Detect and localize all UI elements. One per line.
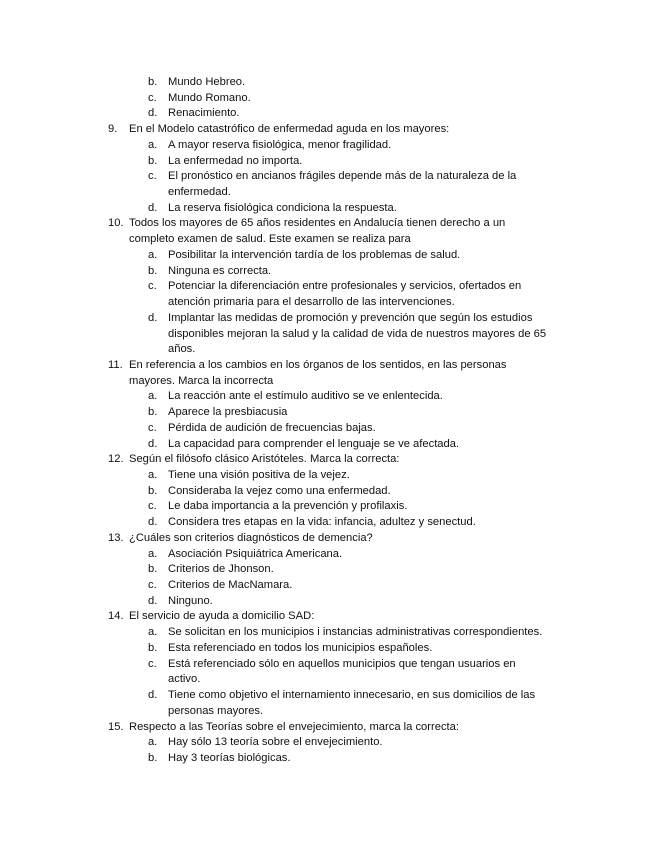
option-text: La reserva fisiológica condiciona la respuesta. bbox=[168, 201, 397, 214]
option-letter: c. bbox=[148, 500, 157, 513]
option-text: Hay 3 teorías biológicas. bbox=[168, 751, 291, 764]
option-text: A mayor reserva fisiológica, menor fragilidad. bbox=[168, 138, 392, 151]
question-number: 13. bbox=[108, 531, 124, 544]
option-letter: d. bbox=[148, 689, 158, 702]
option-text: Considera tres etapas en la vida: infancia, adultez y senectud. bbox=[168, 516, 476, 529]
option-letter: c. bbox=[148, 170, 157, 183]
option-item bbox=[0, 76, 655, 92]
option-letter: c. bbox=[148, 579, 157, 592]
option-letter: a. bbox=[148, 469, 158, 481]
question-text: Según el filósofo clásico Aristóteles. Marca la correcta: bbox=[129, 453, 400, 466]
option-text: Pérdida de audición de frecuencias bajas. bbox=[168, 421, 376, 434]
option-item bbox=[0, 736, 655, 752]
question-item bbox=[0, 359, 655, 375]
option-text: La reacción ante el estímulo auditivo se ve enlentecida. bbox=[168, 390, 443, 403]
option-letter: d. bbox=[148, 311, 158, 324]
option-letter: b. bbox=[148, 751, 158, 764]
option-item bbox=[0, 485, 655, 501]
question-text: Todos los mayores de 65 años residentes en Andalucía tienen derecho a un bbox=[129, 217, 506, 230]
option-letter: d. bbox=[148, 201, 158, 214]
option-letter: b. bbox=[148, 641, 158, 654]
question-text: El servicio de ayuda a domicilio SAD: bbox=[129, 610, 315, 623]
option-text: Aparece la presbiacusia bbox=[168, 406, 288, 419]
option-text-continuation bbox=[0, 328, 655, 344]
option-text: personas mayores. bbox=[168, 704, 264, 717]
option-text: La capacidad para comprender el lenguaje se ve afectada. bbox=[168, 437, 460, 450]
option-text: Mundo Hebreo. bbox=[168, 76, 246, 88]
option-text: disponibles mejoran la salud y la calidad de vida de nuestros mayores de 65 bbox=[168, 327, 547, 340]
question-text: Respecto a las Teorías sobre el envejecimiento, marca la correcta: bbox=[129, 720, 459, 733]
option-text: Criterios de MacNamara. bbox=[168, 579, 293, 592]
question-text: mayores. Marca la incorrecta bbox=[129, 374, 274, 387]
question-text-continuation bbox=[0, 375, 655, 391]
option-letter: d. bbox=[148, 437, 158, 450]
option-item bbox=[0, 563, 655, 579]
option-text: Mundo Romano. bbox=[168, 91, 251, 104]
question-item bbox=[0, 721, 655, 737]
option-text: Está referenciado sólo en aquellos municipios que tengan usuarios en bbox=[168, 657, 516, 670]
option-text-continuation bbox=[0, 673, 655, 689]
option-letter: d. bbox=[148, 516, 158, 529]
question-number: 14. bbox=[108, 610, 124, 623]
question-text: En el Modelo catastrófico de enfermedad aguda en los mayores: bbox=[129, 123, 450, 136]
option-item bbox=[0, 752, 655, 768]
option-text: La enfermedad no importa. bbox=[168, 154, 303, 167]
option-letter: d. bbox=[148, 594, 158, 607]
option-letter: b. bbox=[148, 154, 158, 167]
option-item bbox=[0, 312, 655, 328]
option-item bbox=[0, 626, 655, 642]
option-item bbox=[0, 155, 655, 171]
option-item bbox=[0, 500, 655, 516]
option-item bbox=[0, 170, 655, 186]
option-text: Renacimiento. bbox=[168, 107, 240, 120]
option-letter: b. bbox=[148, 76, 158, 88]
option-text-continuation bbox=[0, 296, 655, 312]
question-item bbox=[0, 217, 655, 233]
option-item bbox=[0, 202, 655, 218]
option-letter: b. bbox=[148, 484, 158, 497]
option-letter: a. bbox=[148, 138, 158, 151]
question-number: 12. bbox=[108, 453, 124, 466]
option-letter: b. bbox=[148, 264, 158, 277]
question-item bbox=[0, 610, 655, 626]
option-item bbox=[0, 595, 655, 611]
option-letter: a. bbox=[148, 390, 158, 403]
option-letter: c. bbox=[148, 91, 157, 104]
question-text: En referencia a los cambios en los órganos de los sentidos, en las personas bbox=[129, 358, 507, 371]
option-item bbox=[0, 249, 655, 265]
option-letter: b. bbox=[148, 563, 158, 576]
question-text: ¿Cuáles son criterios diagnósticos de demencia? bbox=[129, 531, 373, 544]
option-item bbox=[0, 139, 655, 155]
option-letter: c. bbox=[148, 657, 157, 670]
option-text-continuation bbox=[0, 705, 655, 721]
option-text: Potenciar la diferenciación entre profesionales y servicios, ofertados en bbox=[168, 280, 522, 293]
option-text: Posibilitar la intervención tardía de los problemas de salud. bbox=[168, 248, 461, 261]
option-item bbox=[0, 438, 655, 454]
option-letter: b. bbox=[148, 406, 158, 419]
question-text-continuation bbox=[0, 233, 655, 249]
question-item bbox=[0, 123, 655, 139]
option-text: Consideraba la vejez como una enfermedad. bbox=[168, 484, 391, 497]
option-text: Hay sólo 13 teoría sobre el envejecimiento. bbox=[168, 736, 383, 749]
option-letter: d. bbox=[148, 107, 158, 120]
question-number: 9. bbox=[108, 123, 118, 136]
option-text: Ninguno. bbox=[168, 594, 213, 607]
question-text: completo examen de salud. Este examen se realiza para bbox=[129, 233, 411, 246]
option-letter: a. bbox=[148, 626, 158, 639]
option-text: Tiene como objetivo el internamiento innecesario, en sus domicilios de las bbox=[168, 689, 536, 702]
option-text-continuation bbox=[0, 343, 655, 359]
option-item bbox=[0, 280, 655, 296]
option-text: Asociación Psiquiátrica Americana. bbox=[168, 547, 343, 560]
option-item bbox=[0, 406, 655, 422]
option-item bbox=[0, 107, 655, 123]
option-text: Tiene una visión positiva de la vejez. bbox=[168, 469, 350, 481]
option-text: Esta referenciado en todos los municipios españoles. bbox=[168, 641, 433, 654]
question-item bbox=[0, 453, 655, 469]
question-number: 15. bbox=[108, 720, 124, 733]
question-number: 11. bbox=[108, 358, 123, 371]
question-item bbox=[0, 532, 655, 548]
option-letter: a. bbox=[148, 547, 158, 560]
option-text: Ninguna es correcta. bbox=[168, 264, 272, 277]
option-letter: a. bbox=[148, 736, 158, 749]
option-text: Le daba importancia a la prevención y profilaxis. bbox=[168, 500, 408, 513]
option-text: enfermedad. bbox=[168, 186, 231, 199]
option-item bbox=[0, 689, 655, 705]
option-item bbox=[0, 422, 655, 438]
option-item bbox=[0, 642, 655, 658]
option-item bbox=[0, 579, 655, 595]
option-text: Criterios de Jhonson. bbox=[168, 563, 274, 576]
option-letter: c. bbox=[148, 280, 157, 293]
option-item bbox=[0, 548, 655, 564]
option-item bbox=[0, 658, 655, 674]
option-text: Se solicitan en los municipios i instancias administrativas correspondientes. bbox=[168, 626, 543, 639]
option-letter: c. bbox=[148, 421, 157, 434]
option-text: atención primaria para el desarrollo de las intervenciones. bbox=[168, 296, 455, 309]
option-item bbox=[0, 92, 655, 108]
option-text: activo. bbox=[168, 673, 201, 686]
option-item bbox=[0, 469, 655, 485]
option-text: Implantar las medidas de promoción y prevención que según los estudios bbox=[168, 311, 533, 324]
option-item bbox=[0, 265, 655, 281]
question-number: 10. bbox=[108, 217, 124, 230]
option-item bbox=[0, 516, 655, 532]
option-item bbox=[0, 390, 655, 406]
option-text: años. bbox=[168, 343, 196, 356]
option-letter: a. bbox=[148, 248, 158, 261]
option-text: El pronóstico en ancianos frágiles depende más de la naturaleza de la bbox=[168, 170, 517, 183]
option-text-continuation bbox=[0, 186, 655, 202]
